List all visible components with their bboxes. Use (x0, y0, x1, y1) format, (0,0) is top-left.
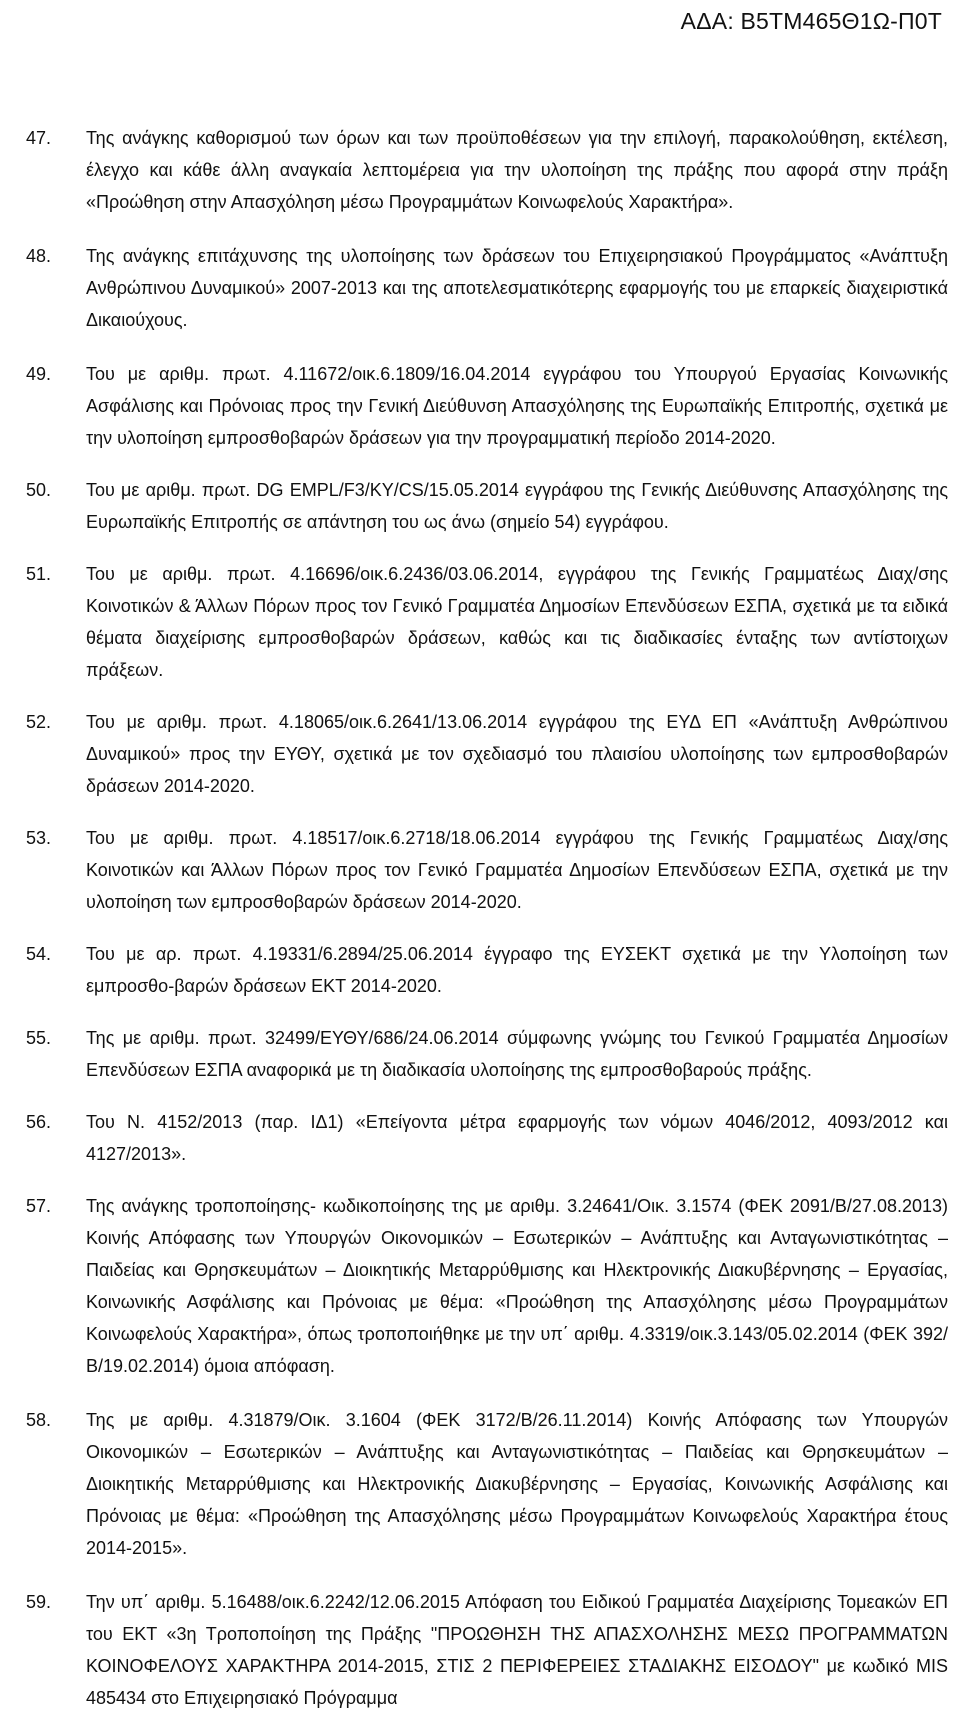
item-text: Την υπ΄ αριθμ. 5.16488/οικ.6.2242/12.06.2015 Απόφαση του Ειδικού Γραμματέα Διαχείρισης Τομεακών ΕΠ του ΕΚΤ «3η Τροποποίηση της Πράξης "ΠΡΟΩΘΗΣΗ ΤΗΣ ΑΠΑΣΧΟΛΗΣΗΣ ΜΕΣΩ ΠΡΟΓΡΑΜΜΑΤΩΝ ΚΟΙΝΟΦΕΛΟΥΣ ΧΑΡΑΚΤΗΡΑ 2014-2015, ΣΤΙΣ 2 ΠΕΡΙΦΕΡΕΙΕΣ ΣΤΑΔΙΑΚΗΣ ΕΙΣΟΔΟΥ" με κωδικό MIS 485434 στο Επιχειρησιακό Πρόγραμμα (86, 1592, 948, 1708)
item-text: Του με αριθμ. πρωτ. 4.18517/οικ.6.2718/18.06.2014 εγγράφου της Γενικής Γραμματέως Διαχ/σης Κοινοτικών και Άλλων Πόρων προς τον Γενικό Γραμματέα Δημοσίων Επενδύσεων ΕΣΠΑ, σχετικά με την υλοποίηση των εμπροσθοβαρών δράσεων 2014-2020. (86, 828, 948, 912)
item-text: Της ανάγκης επιτάχυνσης της υλοποίησης των δράσεων του Επιχειρησιακού Προγράμματος «Ανάπτυξη Ανθρώπινου Δυναμικού» 2007-2013 και της αποτελεσματικότερης εφαρμογής του με επαρκείς διαχειριστικά Δικαιούχους. (86, 246, 948, 330)
item-number: 59. (26, 1592, 52, 1612)
list-item-52 (26, 706, 948, 802)
item-text: Του με αριθμ. πρωτ. 4.11672/οικ.6.1809/16.04.2014 εγγράφου του Υπουργού Εργασίας Κοινωνικής Ασφάλισης και Πρόνοιας προς την Γενική Διεύθυνση Απασχόλησης της Ευρωπαϊκής Επιτροπής, σχετικά με την υλοποίηση εμπροσθοβαρών δράσεων για την προγραμματική περίοδο 2014-2020. (86, 364, 948, 448)
item-number: 50. (26, 480, 52, 500)
item-number: 54. (26, 944, 52, 964)
item-text: Του με αρ. πρωτ. 4.19331/6.2894/25.06.2014 έγγραφο της ΕΥΣΕΚΤ σχετικά με την Υλοποίηση των εμπροσθο-βαρών δράσεων ΕΚΤ 2014-2020. (86, 944, 948, 996)
item-number: 53. (26, 828, 52, 848)
item-number: 55. (26, 1028, 52, 1048)
item-text: Του με αριθμ. πρωτ. DG EMPL/F3/KY/CS/15.05.2014 εγγράφου της Γενικής Διεύθυνσης Απασχόλησης της Ευρωπαϊκής Επιτροπής σε απάντηση του ως άνω (σημείο 54) εγγράφου. (86, 480, 948, 532)
list-item-55 (26, 1022, 948, 1086)
list-item-49 (26, 358, 948, 454)
item-text: Της ανάγκης τροποποίησης- κωδικοποίησης της με αριθμ. 3.24641/Οικ. 3.1574 (ΦΕΚ 2091/Β/27.08.2013) Κοινής Απόφασης των Υπουργών Οικονομικών – Εσωτερικών – Ανάπτυξης και Ανταγωνιστικότητας – Παιδείας και Θρησκευμάτων – Διοικητικής Μεταρρύθμισης και Ηλεκτρονικής Διακυβέρνησης – Εργασίας, Κοινωνικής Ασφάλισης και Πρόνοιας με θέμα: «Προώθηση της Απασχόλησης μέσω Προγραμμάτων Κοινωφελούς Χαρακτήρα», όπως τροποποιήθηκε με την υπ΄ αριθμ. 4.3319/οικ.3.143/05.02.2014 (ΦΕΚ 392/Β/19.02.2014) όμοια απόφαση. (86, 1196, 948, 1376)
item-number: 57. (26, 1196, 52, 1216)
ada-code-header: ΑΔΑ: Β5ΤΜ465Θ1Ω-Π0Τ (680, 8, 942, 34)
list-item-56 (26, 1106, 948, 1170)
item-number: 58. (26, 1410, 52, 1430)
list-item-59 (26, 1586, 948, 1714)
list-item-53 (26, 822, 948, 918)
item-text: Της με αριθμ. 4.31879/Οικ. 3.1604 (ΦΕΚ 3172/Β/26.11.2014) Κοινής Απόφασης των Υπουργών Οικονομικών – Εσωτερικών – Ανάπτυξης και Ανταγωνιστικότητας – Παιδείας και Θρησκευμάτων – Διοικητικής Μεταρρύθμισης και Ηλεκτρονικής Διακυβέρνησης – Εργασίας, Κοινωνικής Ασφάλισης και Πρόνοιας με θέμα: «Προώθηση της Απασχόλησης μέσω Προγραμμάτων Κοινωφελούς Χαρακτήρα έτους 2014-2015». (86, 1410, 948, 1558)
list-item-54 (26, 938, 948, 1002)
item-number: 51. (26, 564, 52, 584)
list-item-51 (26, 558, 948, 686)
list-item-47 (26, 122, 948, 218)
item-text: Του Ν. 4152/2013 (παρ. ΙΔ1) «Επείγοντα μέτρα εφαρμογής των νόμων 4046/2012, 4093/2012 και 4127/2013». (86, 1112, 948, 1164)
item-number: 47. (26, 128, 52, 148)
item-text: Του με αριθμ. πρωτ. 4.18065/οικ.6.2641/13.06.2014 εγγράφου της ΕΥΔ ΕΠ «Ανάπτυξη Ανθρώπινου Δυναμικού» προς την ΕΥΘΥ, σχετικά με τον σχεδιασμό του πλαισίου υλοποίησης των εμπροσθοβαρών δράσεων 2014-2020. (86, 712, 948, 796)
list-item-50 (26, 474, 948, 538)
item-number: 52. (26, 712, 52, 732)
list-item-58 (26, 1404, 948, 1564)
list-item-48 (26, 240, 948, 336)
item-number: 49. (26, 364, 52, 384)
list-item-57 (26, 1190, 948, 1382)
item-number: 56. (26, 1112, 52, 1132)
document-body (26, 122, 948, 1714)
item-text: Του με αριθμ. πρωτ. 4.16696/οικ.6.2436/03.06.2014, εγγράφου της Γενικής Γραμματέως Διαχ/σης Κοινοτικών & Άλλων Πόρων προς τον Γενικό Γραμματέα Δημοσίων Επενδύσεων ΕΣΠΑ, σχετικά με τα ειδικά θέματα διαχείρισης εμπροσθοβαρών δράσεων, καθώς και τις διαδικασίες ένταξης των αντίστοιχων πράξεων. (86, 564, 948, 680)
item-number: 48. (26, 246, 52, 266)
item-text: Της ανάγκης καθορισμού των όρων και των προϋποθέσεων για την επιλογή, παρακολούθηση, εκτέλεση, έλεγχο και κάθε άλλη αναγκαία λεπτομέρεια για την υλοποίηση της πράξης που αφορά στην πράξη «Προώθηση στην Απασχόληση μέσω Προγραμμάτων Κοινωφελούς Χαρακτήρα». (86, 128, 948, 212)
item-text: Της με αριθμ. πρωτ. 32499/ΕΥΘΥ/686/24.06.2014 σύμφωνης γνώμης του Γενικού Γραμματέα Δημοσίων Επενδύσεων ΕΣΠΑ αναφορικά με τη διαδικασία υλοποίησης της εμπροσθοβαρούς πράξης. (86, 1028, 948, 1080)
